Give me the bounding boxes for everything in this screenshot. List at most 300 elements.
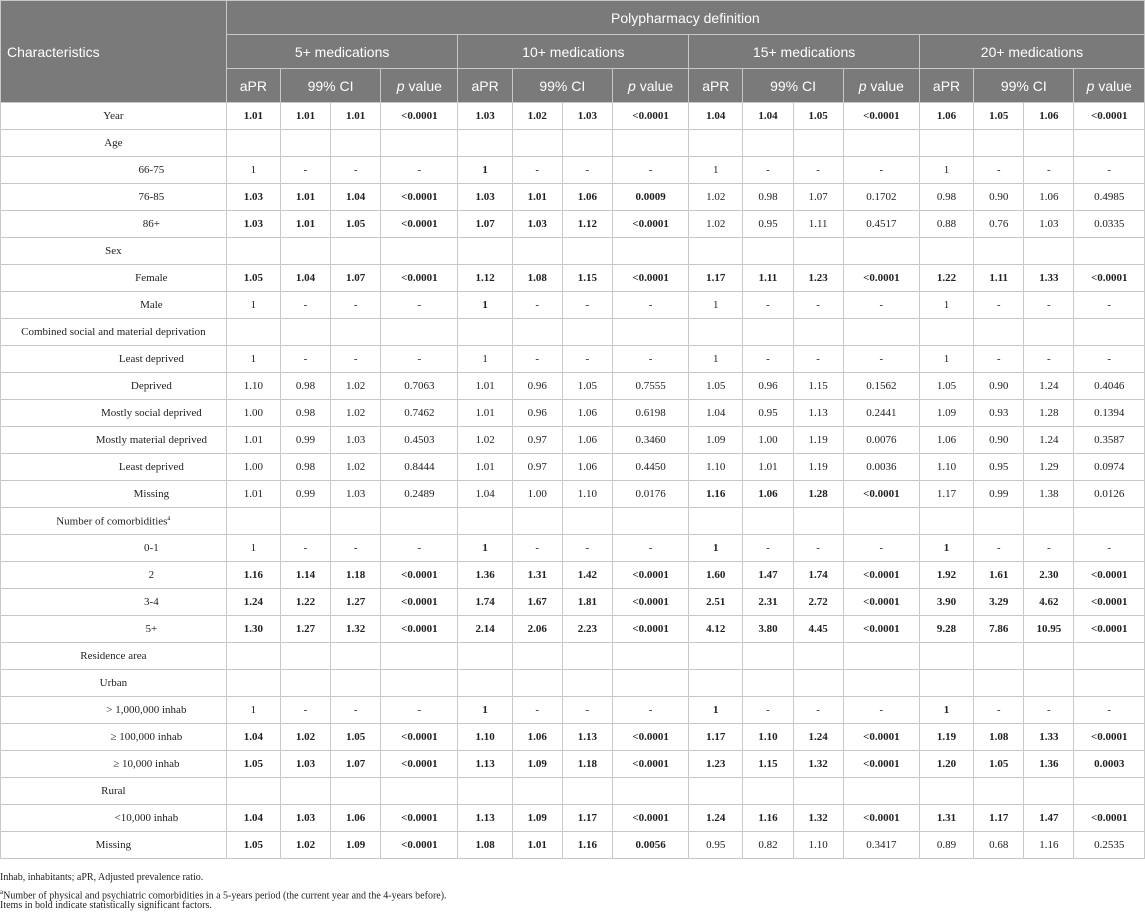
row-label-text: Urban	[99, 677, 128, 689]
table-cell	[743, 778, 793, 805]
table-cell: -	[562, 535, 612, 562]
table-cell	[562, 508, 612, 535]
table-cell	[331, 670, 381, 697]
table-cell: 2.14	[458, 616, 512, 643]
table-cell: 1	[458, 292, 512, 319]
table-cell: -	[974, 157, 1024, 184]
table-cell: 2.31	[743, 589, 793, 616]
table-cell: 0.0036	[843, 454, 919, 481]
table-cell: 0.3587	[1074, 427, 1145, 454]
table-cell	[843, 319, 919, 346]
table-cell: 1.01	[458, 400, 512, 427]
table-cell: -	[974, 535, 1024, 562]
table-cell: 1.08	[512, 265, 562, 292]
table-cell: <0.0001	[381, 184, 458, 211]
p-value-suffix: value	[404, 77, 442, 94]
table-row	[1, 535, 1145, 562]
table-cell: 0.98	[919, 184, 973, 211]
table-cell: 1.10	[458, 724, 512, 751]
row-label-text: Year	[103, 110, 124, 122]
apr-header: aPR	[919, 69, 973, 103]
table-cell: 1	[226, 157, 280, 184]
table-cell: 1.03	[226, 184, 280, 211]
table-cell: 1.02	[689, 211, 743, 238]
table-cell: -	[974, 292, 1024, 319]
table-cell: 1.32	[793, 751, 843, 778]
table-cell	[381, 643, 458, 670]
table-cell	[381, 778, 458, 805]
table-cell	[843, 670, 919, 697]
table-cell: 1.15	[793, 373, 843, 400]
table-cell: 1.47	[1024, 805, 1074, 832]
table-cell: 0.95	[689, 832, 743, 859]
table-cell: 1.18	[562, 751, 612, 778]
table-cell: -	[843, 157, 919, 184]
table-cell: 1.04	[226, 724, 280, 751]
table-cell: <0.0001	[612, 211, 688, 238]
group-header-10plus: 10+ medications	[458, 35, 689, 69]
table-cell	[512, 508, 562, 535]
table-cell: 0.90	[974, 427, 1024, 454]
table-cell: 0.1562	[843, 373, 919, 400]
table-cell	[1074, 130, 1145, 157]
table-cell: -	[743, 346, 793, 373]
row-label-text: Combined social and material deprivation	[21, 326, 206, 338]
table-row	[1, 184, 1145, 211]
row-label-text: 76-85	[138, 191, 165, 203]
table-cell: -	[793, 697, 843, 724]
table-cell: -	[1024, 157, 1074, 184]
table-row	[1, 400, 1145, 427]
table-cell	[612, 238, 688, 265]
row-label-text: Residence area	[80, 650, 147, 662]
table-cell: 0.6198	[612, 400, 688, 427]
table-cell	[743, 130, 793, 157]
table-cell	[919, 130, 973, 157]
table-cell: 0.90	[974, 184, 1024, 211]
table-cell: 1.09	[689, 427, 743, 454]
table-cell: 1	[919, 346, 973, 373]
table-cell: 1.29	[1024, 454, 1074, 481]
table-cell: 1.05	[331, 211, 381, 238]
table-cell: 1.24	[1024, 427, 1074, 454]
table-cell: 1.02	[331, 373, 381, 400]
table-cell: 0.4503	[381, 427, 458, 454]
table-cell: 0.97	[512, 427, 562, 454]
table-cell: 1.14	[280, 562, 330, 589]
row-label-text: Least deprived	[118, 353, 184, 365]
table-cell: 9.28	[919, 616, 973, 643]
table-cell: 1.05	[974, 103, 1024, 130]
table-cell: 1.31	[512, 562, 562, 589]
table-cell: 1.06	[562, 427, 612, 454]
table-cell	[1024, 319, 1074, 346]
table-cell: <0.0001	[612, 751, 688, 778]
table-cell: 1.42	[562, 562, 612, 589]
table-cell: 1	[226, 292, 280, 319]
table-cell: 1.02	[689, 184, 743, 211]
table-cell: -	[793, 346, 843, 373]
table-cell: 0.0974	[1074, 454, 1145, 481]
table-cell: 1.09	[512, 805, 562, 832]
table-cell: <0.0001	[843, 265, 919, 292]
table-cell: 0.0176	[612, 481, 688, 508]
table-cell: -	[843, 346, 919, 373]
table-cell: 1	[226, 697, 280, 724]
table-cell: 0.99	[280, 427, 330, 454]
table-cell: -	[1024, 535, 1074, 562]
table-cell: 1.06	[743, 481, 793, 508]
row-label-text: Missing	[95, 839, 132, 851]
group-header-5plus: 5+ medications	[226, 35, 458, 69]
table-cell: 1.07	[331, 265, 381, 292]
table-cell	[280, 670, 330, 697]
table-cell	[381, 670, 458, 697]
table-cell	[793, 670, 843, 697]
table-cell: 1.38	[1024, 481, 1074, 508]
table-row	[1, 292, 1145, 319]
table-cell: 1.05	[919, 373, 973, 400]
row-label	[1, 589, 227, 616]
table-cell: 0.4517	[843, 211, 919, 238]
apr-header: aPR	[689, 69, 743, 103]
table-row	[1, 130, 1145, 157]
table-row	[1, 481, 1145, 508]
table-cell: <0.0001	[612, 616, 688, 643]
table-cell: 1.02	[512, 103, 562, 130]
table-cell: 1.24	[1024, 373, 1074, 400]
p-value-header	[1074, 69, 1145, 103]
table-row	[1, 238, 1145, 265]
table-cell	[919, 319, 973, 346]
table-cell	[689, 319, 743, 346]
table-cell	[612, 508, 688, 535]
table-cell	[512, 130, 562, 157]
table-cell: 0.95	[743, 400, 793, 427]
table-cell	[1024, 643, 1074, 670]
table-cell: 0.98	[743, 184, 793, 211]
ci-header: 99% CI	[280, 69, 380, 103]
table-cell: 1.16	[226, 562, 280, 589]
table-cell	[512, 238, 562, 265]
table-cell	[280, 508, 330, 535]
p-letter: p	[1086, 77, 1095, 94]
table-cell: 1.28	[1024, 400, 1074, 427]
table-cell: 1.01	[226, 481, 280, 508]
table-cell: 1.81	[562, 589, 612, 616]
table-cell: 1.36	[1024, 751, 1074, 778]
row-label-text: Deprived	[130, 380, 172, 392]
table-cell	[1074, 238, 1145, 265]
table-cell: -	[743, 535, 793, 562]
table-cell	[689, 778, 743, 805]
table-cell: 2.30	[1024, 562, 1074, 589]
table-cell: 1.16	[743, 805, 793, 832]
table-cell: 1.02	[331, 454, 381, 481]
table-cell: 1.92	[919, 562, 973, 589]
table-cell: -	[381, 697, 458, 724]
table-row	[1, 778, 1145, 805]
table-cell: 0.95	[974, 454, 1024, 481]
table-cell: 1.04	[280, 265, 330, 292]
table-row	[1, 265, 1145, 292]
table-cell: -	[381, 157, 458, 184]
row-label-text: 86+	[142, 218, 160, 230]
table-cell: -	[280, 697, 330, 724]
table-cell	[919, 778, 973, 805]
row-label	[1, 535, 227, 562]
table-cell: 1.01	[458, 373, 512, 400]
row-label-text: Female	[135, 272, 168, 284]
table-cell: <0.0001	[1074, 724, 1145, 751]
table-cell: 1	[458, 157, 512, 184]
table-cell: -	[612, 157, 688, 184]
table-cell: 1	[226, 346, 280, 373]
table-cell: 1	[689, 535, 743, 562]
table-cell: -	[381, 292, 458, 319]
group-header-15plus: 15+ medications	[689, 35, 920, 69]
table-cell: 1	[458, 697, 512, 724]
row-label-text: > 1,000,000 inhab	[106, 704, 187, 716]
table-cell: 1.18	[331, 562, 381, 589]
row-label-text: Male	[140, 299, 163, 311]
table-cell	[280, 643, 330, 670]
table-cell: 0.2489	[381, 481, 458, 508]
table-cell: -	[512, 535, 562, 562]
table-cell	[562, 643, 612, 670]
table-cell: 1.32	[331, 616, 381, 643]
table-cell: 1.03	[562, 103, 612, 130]
table-cell: -	[381, 535, 458, 562]
table-cell: 0.76	[974, 211, 1024, 238]
table-cell: 0.7063	[381, 373, 458, 400]
table-cell: 1.13	[458, 805, 512, 832]
p-value-suffix: value	[866, 77, 904, 94]
table-cell: 1.33	[1024, 265, 1074, 292]
footnote-marker: a	[0, 888, 4, 896]
table-cell	[974, 778, 1024, 805]
table-cell: 1.02	[458, 427, 512, 454]
table-cell: -	[1074, 346, 1145, 373]
table-cell: -	[743, 157, 793, 184]
table-cell	[974, 130, 1024, 157]
table-cell: 1.04	[331, 184, 381, 211]
table-cell: 1.10	[689, 454, 743, 481]
table-cell: 1.12	[458, 265, 512, 292]
row-label	[1, 481, 227, 508]
table-cell: 1.07	[458, 211, 512, 238]
table-cell: 0.89	[919, 832, 973, 859]
row-label	[1, 643, 227, 670]
table-cell: 1.16	[1024, 832, 1074, 859]
row-label	[1, 697, 227, 724]
ci-header: 99% CI	[512, 69, 612, 103]
table-cell: -	[512, 697, 562, 724]
table-cell	[743, 319, 793, 346]
table-cell: 1.11	[743, 265, 793, 292]
table-cell: -	[331, 157, 381, 184]
table-cell	[331, 319, 381, 346]
table-cell	[612, 670, 688, 697]
table-cell: -	[280, 292, 330, 319]
table-cell: 1.74	[793, 562, 843, 589]
row-label	[1, 670, 227, 697]
table-cell: -	[793, 292, 843, 319]
table-cell	[612, 643, 688, 670]
table-cell	[843, 643, 919, 670]
table-cell: 1.13	[793, 400, 843, 427]
table-cell: 1.22	[280, 589, 330, 616]
table-cell: -	[743, 292, 793, 319]
table-cell: <0.0001	[843, 481, 919, 508]
table-cell: <0.0001	[843, 616, 919, 643]
row-label	[1, 346, 227, 373]
table-cell: 1.06	[1024, 103, 1074, 130]
table-cell	[743, 238, 793, 265]
table-cell: 1	[919, 535, 973, 562]
table-cell	[562, 670, 612, 697]
table-cell: 1	[226, 535, 280, 562]
table-cell	[381, 130, 458, 157]
table-cell: 1.06	[562, 454, 612, 481]
table-cell: -	[280, 346, 330, 373]
apr-header: aPR	[226, 69, 280, 103]
table-row	[1, 346, 1145, 373]
table-cell: 1.01	[280, 211, 330, 238]
table-cell	[919, 508, 973, 535]
row-label-text: 66-75	[138, 164, 165, 176]
ci-header: 99% CI	[974, 69, 1074, 103]
table-row	[1, 751, 1145, 778]
table-cell	[743, 508, 793, 535]
table-cell	[562, 319, 612, 346]
table-row	[1, 508, 1145, 535]
table-cell: 1.03	[331, 481, 381, 508]
table-cell: 1.04	[458, 481, 512, 508]
table-cell: 1.03	[458, 184, 512, 211]
table-cell: 1.17	[689, 724, 743, 751]
table-cell: 1.60	[689, 562, 743, 589]
table-cell: 1.23	[793, 265, 843, 292]
table-cell	[458, 238, 512, 265]
table-row	[1, 589, 1145, 616]
table-cell: 1.01	[743, 454, 793, 481]
row-label-text: Least deprived	[118, 461, 184, 473]
p-value-suffix: value	[635, 77, 674, 94]
row-label-text: 3-4	[144, 596, 159, 608]
table-cell: 1.08	[458, 832, 512, 859]
table-cell: -	[1024, 292, 1074, 319]
table-cell: <0.0001	[1074, 805, 1145, 832]
table-cell: 1	[689, 346, 743, 373]
table-cell: 1.10	[562, 481, 612, 508]
table-row	[1, 211, 1145, 238]
table-cell: <0.0001	[1074, 562, 1145, 589]
table-cell: 1.47	[743, 562, 793, 589]
table-cell: 1	[919, 157, 973, 184]
table-cell: <0.0001	[612, 589, 688, 616]
table-cell: 1.05	[331, 724, 381, 751]
table-cell	[919, 643, 973, 670]
table-cell: -	[562, 697, 612, 724]
polypharmacy-definition-header: Polypharmacy definition	[226, 1, 1144, 35]
table-cell: 0.96	[743, 373, 793, 400]
table-cell	[226, 238, 280, 265]
table-cell: 0.68	[974, 832, 1024, 859]
table-row	[1, 670, 1145, 697]
table-cell: 10.95	[1024, 616, 1074, 643]
table-cell: 2.23	[562, 616, 612, 643]
table-cell	[1074, 643, 1145, 670]
table-cell: 1.00	[226, 400, 280, 427]
table-cell: 1.23	[689, 751, 743, 778]
table-cell: <0.0001	[1074, 265, 1145, 292]
table-cell: 1.13	[458, 751, 512, 778]
row-label	[1, 130, 227, 157]
table-cell: -	[512, 292, 562, 319]
table-cell: 1.03	[226, 211, 280, 238]
table-cell	[226, 130, 280, 157]
table-cell: 4.45	[793, 616, 843, 643]
table-cell: 1.61	[974, 562, 1024, 589]
table-cell: 0.3460	[612, 427, 688, 454]
footnote-bold-note: Items in bold indicate statistically significant factors.	[0, 900, 212, 911]
table-cell: -	[562, 292, 612, 319]
table-cell: -	[743, 697, 793, 724]
table-row	[1, 643, 1145, 670]
table-cell: 0.99	[280, 481, 330, 508]
table-cell: 1.01	[280, 103, 330, 130]
row-label-text: ≥ 10,000 inhab	[113, 758, 180, 770]
table-cell: <0.0001	[612, 805, 688, 832]
table-cell: 2.72	[793, 589, 843, 616]
table-cell: 0.96	[512, 373, 562, 400]
table-cell: 0.7555	[612, 373, 688, 400]
table-cell	[280, 319, 330, 346]
row-label	[1, 184, 227, 211]
table-cell: 0.4450	[612, 454, 688, 481]
table-cell: 1.17	[562, 805, 612, 832]
table-cell: -	[331, 535, 381, 562]
table-cell	[331, 508, 381, 535]
table-row	[1, 373, 1145, 400]
row-label	[1, 832, 227, 859]
table-cell: 1.33	[1024, 724, 1074, 751]
table-row	[1, 427, 1145, 454]
table-cell: 0.88	[919, 211, 973, 238]
table-cell	[381, 319, 458, 346]
table-cell	[1024, 130, 1074, 157]
table-cell: 1.06	[562, 184, 612, 211]
table-cell: 0.0126	[1074, 481, 1145, 508]
row-label	[1, 751, 227, 778]
table-cell: <0.0001	[612, 724, 688, 751]
row-label-text: <10,000 inhab	[114, 812, 179, 824]
table-cell: -	[612, 535, 688, 562]
table-cell: 0.7462	[381, 400, 458, 427]
table-cell: 0.0056	[612, 832, 688, 859]
row-label-text: Age	[104, 137, 123, 149]
table-cell	[381, 508, 458, 535]
table-cell: 1	[458, 346, 512, 373]
table-cell	[793, 319, 843, 346]
table-cell: 1.05	[226, 265, 280, 292]
table-row	[1, 805, 1145, 832]
table-cell	[280, 778, 330, 805]
table-cell: 1.06	[919, 427, 973, 454]
table-cell	[793, 508, 843, 535]
p-value-header	[381, 69, 458, 103]
